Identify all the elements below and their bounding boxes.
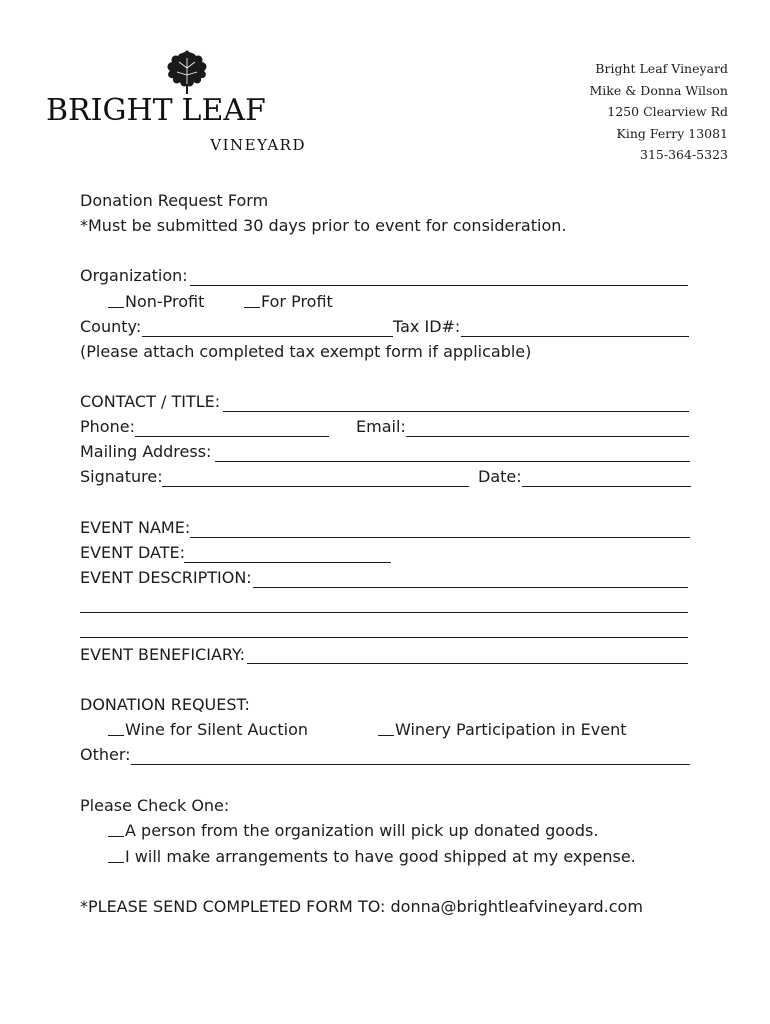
address-block: [589, 58, 728, 166]
contact-field[interactable]: [223, 411, 689, 412]
pickup-option[interactable]: [108, 820, 598, 842]
address-line: 1250 Clearview Rd: [607, 104, 728, 119]
event-description-line-3[interactable]: [80, 637, 688, 638]
wine-option[interactable]: [108, 719, 308, 741]
address-line: King Ferry 13081: [616, 125, 728, 141]
phone-field[interactable]: [135, 436, 329, 437]
pickup-label: A person from the organization will pick up donated goods.: [125, 821, 599, 840]
event-date-label: EVENT DATE:: [80, 543, 186, 562]
event-description-label: EVENT DESCRIPTION:: [80, 568, 252, 587]
contact-label: CONTACT / TITLE:: [80, 392, 221, 411]
taxid-field[interactable]: [461, 336, 689, 337]
vineyard-logo: [46, 46, 308, 158]
mailing-field[interactable]: [215, 461, 690, 462]
date-label: Date:: [478, 467, 522, 486]
date-field[interactable]: [522, 486, 691, 487]
beneficiary-field[interactable]: [247, 663, 688, 664]
submission-note: *Must be submitted 30 days prior to event for consideration.: [80, 216, 567, 235]
logo-wordmark: [46, 88, 308, 134]
checkbox-blank[interactable]: [108, 293, 124, 308]
email-label: Email:: [356, 417, 406, 436]
forprofit-option[interactable]: [244, 291, 333, 313]
ship-option[interactable]: [108, 846, 636, 868]
event-description-field[interactable]: [253, 587, 688, 588]
nonprofit-label: Non-Profit: [125, 292, 205, 311]
address-line: 315-364-5323: [640, 147, 728, 162]
checkbox-blank[interactable]: [108, 848, 124, 863]
logo-subtitle: VINEYARD: [210, 136, 306, 154]
event-name-label: EVENT NAME:: [80, 518, 191, 537]
checkbox-blank[interactable]: [378, 721, 394, 736]
phone-label: Phone:: [80, 417, 135, 436]
wine-label: Wine for Silent Auction: [125, 720, 308, 739]
winery-option[interactable]: [378, 719, 627, 741]
county-field[interactable]: [142, 336, 393, 337]
check-one-label: Please Check One:: [80, 796, 230, 815]
event-description-line-2[interactable]: [80, 612, 688, 613]
send-instructions: *PLEASE SEND COMPLETED FORM TO: donna@brightleafvineyard.com: [80, 897, 643, 916]
organization-field[interactable]: [190, 285, 688, 286]
address-line: Bright Leaf Vineyard: [595, 61, 728, 76]
event-date-field[interactable]: [184, 562, 391, 563]
address-line: Mike & Donna Wilson: [589, 82, 728, 98]
signature-label: Signature:: [80, 467, 163, 486]
form-title: Donation Request Form: [80, 191, 269, 210]
nonprofit-option[interactable]: [108, 291, 204, 313]
other-label: Other:: [80, 745, 131, 764]
email-field[interactable]: [406, 436, 689, 437]
forprofit-label: For Profit: [261, 292, 333, 311]
organization-label: Organization:: [80, 266, 188, 285]
donation-request-label: DONATION REQUEST:: [80, 695, 250, 714]
logo-word-bright: BRIGHT: [46, 93, 173, 128]
mailing-label: Mailing Address:: [80, 442, 212, 461]
logo-word-leaf: LEAF: [181, 93, 266, 128]
event-name-field[interactable]: [190, 537, 690, 538]
taxid-label: Tax ID#:: [393, 317, 461, 336]
checkbox-blank[interactable]: [108, 721, 124, 736]
checkbox-blank[interactable]: [108, 822, 124, 837]
county-label: County:: [80, 317, 142, 336]
other-field[interactable]: [131, 764, 690, 765]
beneficiary-label: EVENT BENEFICIARY:: [80, 645, 246, 664]
ship-label: I will make arrangements to have good shipped at my expense.: [125, 847, 636, 866]
attach-note: (Please attach completed tax exempt form if applicable): [80, 342, 532, 361]
signature-field[interactable]: [162, 486, 469, 487]
checkbox-blank[interactable]: [244, 293, 260, 308]
winery-label: Winery Participation in Event: [395, 720, 627, 739]
